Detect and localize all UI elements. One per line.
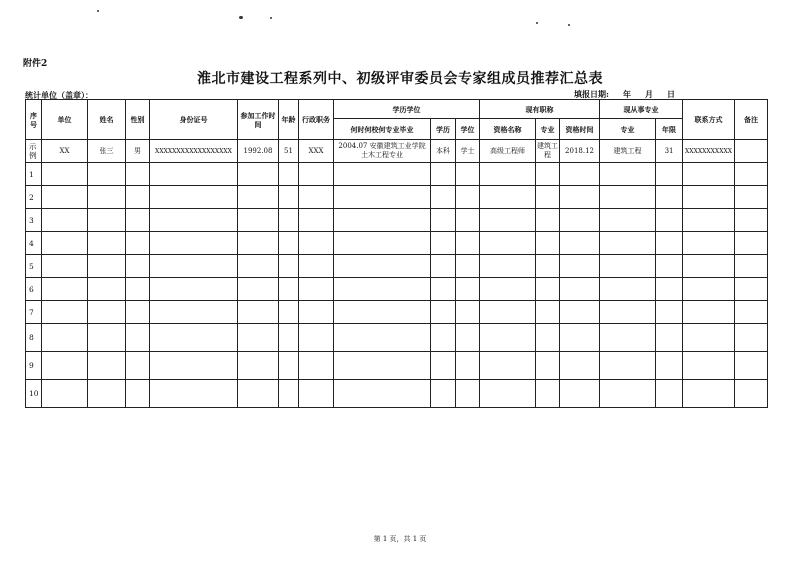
page-footer: 第 1 页，共 1 页	[373, 535, 427, 543]
header-gender: 性别	[126, 100, 150, 140]
empty-cell[interactable]	[735, 186, 768, 209]
empty-cell[interactable]	[683, 278, 735, 301]
empty-cell[interactable]	[42, 255, 88, 278]
empty-cell[interactable]	[735, 380, 768, 408]
empty-cell[interactable]	[735, 163, 768, 186]
empty-cell[interactable]	[88, 209, 126, 232]
empty-cell[interactable]	[683, 352, 735, 380]
empty-cell[interactable]	[279, 278, 299, 301]
empty-cell[interactable]	[683, 209, 735, 232]
empty-cell[interactable]	[456, 232, 480, 255]
empty-cell[interactable]	[150, 186, 238, 209]
empty-cell[interactable]	[683, 255, 735, 278]
empty-cell[interactable]	[656, 278, 683, 301]
empty-cell[interactable]	[238, 186, 279, 209]
empty-cell[interactable]	[88, 324, 126, 352]
header-remark: 备注	[735, 100, 768, 140]
header-title-group: 现有职称	[480, 100, 600, 119]
table-row	[26, 380, 768, 408]
empty-cell[interactable]	[299, 324, 334, 352]
empty-cell[interactable]	[42, 380, 88, 408]
table-row	[26, 352, 768, 380]
empty-cell[interactable]	[150, 255, 238, 278]
header-qualification: 资格名称	[480, 119, 536, 140]
empty-cell[interactable]	[299, 255, 334, 278]
empty-cell[interactable]	[334, 278, 431, 301]
empty-cell[interactable]	[238, 255, 279, 278]
empty-cell[interactable]	[480, 278, 536, 301]
header-admin-post: 行政职务	[299, 100, 334, 140]
empty-cell[interactable]	[126, 255, 150, 278]
empty-cell[interactable]	[656, 232, 683, 255]
header-contact: 联系方式	[683, 100, 735, 140]
example-qualification: 高级工程师	[480, 140, 536, 163]
header-school-major: 何时何校何专业毕业	[334, 119, 431, 140]
empty-cell[interactable]	[238, 324, 279, 352]
unit-seal-label: 统计单位（盖章）：	[25, 90, 93, 100]
empty-cell[interactable]	[480, 380, 536, 408]
empty-cell[interactable]	[456, 301, 480, 324]
empty-cell[interactable]	[456, 209, 480, 232]
empty-cell[interactable]	[150, 232, 238, 255]
empty-cell[interactable]	[600, 186, 656, 209]
empty-cell[interactable]	[600, 209, 656, 232]
empty-cell[interactable]	[42, 209, 88, 232]
empty-cell[interactable]	[279, 352, 299, 380]
empty-cell[interactable]	[431, 301, 456, 324]
example-major: 建筑工程	[536, 140, 560, 163]
empty-cell[interactable]	[560, 186, 600, 209]
empty-cell[interactable]	[238, 278, 279, 301]
scan-speck	[536, 22, 538, 24]
empty-cell[interactable]	[42, 278, 88, 301]
empty-cell[interactable]	[334, 324, 431, 352]
empty-cell[interactable]	[42, 186, 88, 209]
row-seq: 7	[26, 301, 42, 324]
empty-cell[interactable]	[536, 255, 560, 278]
empty-cell[interactable]	[299, 278, 334, 301]
empty-cell[interactable]	[600, 380, 656, 408]
empty-cell[interactable]	[150, 352, 238, 380]
empty-cell[interactable]	[126, 301, 150, 324]
empty-cell[interactable]	[456, 255, 480, 278]
empty-cell[interactable]	[683, 232, 735, 255]
row-seq: 9	[26, 352, 42, 380]
summary-table	[25, 99, 768, 408]
header-unit: 单位	[42, 100, 88, 140]
empty-cell[interactable]	[656, 163, 683, 186]
table-row	[26, 255, 768, 278]
example-education: 本科	[431, 140, 456, 163]
empty-cell[interactable]	[456, 352, 480, 380]
empty-cell[interactable]	[279, 380, 299, 408]
empty-cell[interactable]	[334, 352, 431, 380]
header-current-major: 专业	[600, 119, 656, 140]
empty-cell[interactable]	[88, 232, 126, 255]
header-current-group: 现从事专业	[600, 100, 683, 119]
empty-cell[interactable]	[150, 209, 238, 232]
empty-cell[interactable]	[431, 209, 456, 232]
header-seq: 序号	[26, 100, 42, 140]
empty-cell[interactable]	[334, 209, 431, 232]
empty-cell[interactable]	[334, 301, 431, 324]
empty-cell[interactable]	[279, 186, 299, 209]
row-seq: 10	[26, 380, 42, 408]
scan-speck	[97, 10, 99, 12]
header-id: 身份证号	[150, 100, 238, 140]
empty-cell[interactable]	[600, 232, 656, 255]
empty-cell[interactable]	[88, 163, 126, 186]
example-admin-post: XXX	[299, 140, 334, 163]
empty-cell[interactable]	[150, 324, 238, 352]
empty-cell[interactable]	[480, 186, 536, 209]
row-seq: 2	[26, 186, 42, 209]
header-work-start: 参加工作时间	[238, 100, 279, 140]
empty-cell[interactable]	[560, 301, 600, 324]
empty-cell[interactable]	[299, 209, 334, 232]
empty-cell[interactable]	[88, 352, 126, 380]
example-current-major: 建筑工程	[600, 140, 656, 163]
empty-cell[interactable]	[126, 163, 150, 186]
table-row	[26, 324, 768, 352]
empty-cell[interactable]	[334, 232, 431, 255]
table-row	[26, 186, 768, 209]
empty-cell[interactable]	[88, 278, 126, 301]
header-degree: 学位	[456, 119, 480, 140]
empty-cell[interactable]	[656, 209, 683, 232]
empty-cell[interactable]	[600, 301, 656, 324]
empty-cell[interactable]	[150, 278, 238, 301]
example-unit: XX	[42, 140, 88, 163]
table-row	[26, 301, 768, 324]
empty-cell[interactable]	[126, 380, 150, 408]
fill-date-label: 填报日期:	[574, 89, 609, 99]
scan-speck	[270, 17, 272, 19]
empty-cell[interactable]	[456, 163, 480, 186]
empty-cell[interactable]	[238, 163, 279, 186]
empty-cell[interactable]	[431, 380, 456, 408]
row-seq: 8	[26, 324, 42, 352]
empty-cell[interactable]	[150, 380, 238, 408]
empty-cell[interactable]	[560, 352, 600, 380]
empty-cell[interactable]	[279, 255, 299, 278]
empty-cell[interactable]	[536, 278, 560, 301]
row-seq: 1	[26, 163, 42, 186]
empty-cell[interactable]	[150, 163, 238, 186]
empty-cell[interactable]	[88, 301, 126, 324]
empty-cell[interactable]	[683, 163, 735, 186]
empty-cell[interactable]	[480, 163, 536, 186]
fill-date-day: 日	[666, 89, 675, 99]
empty-cell[interactable]	[42, 232, 88, 255]
empty-cell[interactable]	[88, 380, 126, 408]
empty-cell[interactable]	[656, 324, 683, 352]
empty-cell[interactable]	[683, 324, 735, 352]
empty-cell[interactable]	[279, 163, 299, 186]
example-qual-time: 2018.12	[560, 140, 600, 163]
empty-cell[interactable]	[735, 209, 768, 232]
empty-cell[interactable]	[656, 186, 683, 209]
header-name: 姓名	[88, 100, 126, 140]
empty-cell[interactable]	[456, 380, 480, 408]
empty-cell[interactable]	[600, 352, 656, 380]
empty-cell[interactable]	[299, 186, 334, 209]
empty-cell[interactable]	[683, 186, 735, 209]
empty-cell[interactable]	[279, 324, 299, 352]
empty-cell[interactable]	[560, 163, 600, 186]
empty-cell[interactable]	[279, 301, 299, 324]
example-gender: 男	[126, 140, 150, 163]
header-education-group: 学历学位	[334, 100, 480, 119]
empty-cell[interactable]	[238, 209, 279, 232]
header-major: 专业	[536, 119, 560, 140]
empty-cell[interactable]	[42, 163, 88, 186]
empty-cell[interactable]	[279, 232, 299, 255]
empty-cell[interactable]	[536, 324, 560, 352]
table-row	[26, 278, 768, 301]
empty-cell[interactable]	[42, 324, 88, 352]
table-row	[26, 232, 768, 255]
empty-cell[interactable]	[150, 301, 238, 324]
empty-cell[interactable]	[299, 232, 334, 255]
empty-cell[interactable]	[88, 186, 126, 209]
empty-cell[interactable]	[126, 209, 150, 232]
table-row	[26, 209, 768, 232]
empty-cell[interactable]	[600, 163, 656, 186]
empty-cell[interactable]	[735, 278, 768, 301]
header-years: 年限	[656, 119, 683, 140]
empty-cell[interactable]	[238, 301, 279, 324]
empty-cell[interactable]	[126, 186, 150, 209]
empty-cell[interactable]	[431, 352, 456, 380]
empty-cell[interactable]	[126, 232, 150, 255]
example-id: XXXXXXXXXXXXXXXXXX	[150, 140, 238, 163]
empty-cell[interactable]	[735, 352, 768, 380]
empty-cell[interactable]	[735, 255, 768, 278]
empty-cell[interactable]	[126, 352, 150, 380]
empty-cell[interactable]	[536, 301, 560, 324]
empty-cell[interactable]	[656, 301, 683, 324]
empty-cell[interactable]	[560, 232, 600, 255]
empty-cell[interactable]	[683, 380, 735, 408]
example-remark	[735, 140, 768, 163]
empty-cell[interactable]	[480, 232, 536, 255]
empty-cell[interactable]	[480, 255, 536, 278]
empty-cell[interactable]	[735, 232, 768, 255]
empty-cell[interactable]	[42, 301, 88, 324]
empty-cell[interactable]	[126, 278, 150, 301]
empty-cell[interactable]	[431, 163, 456, 186]
empty-cell[interactable]	[334, 255, 431, 278]
row-seq: 3	[26, 209, 42, 232]
example-degree: 学士	[456, 140, 480, 163]
empty-cell[interactable]	[238, 352, 279, 380]
empty-cell[interactable]	[456, 278, 480, 301]
example-work-start: 1992.08	[238, 140, 279, 163]
empty-cell[interactable]	[42, 352, 88, 380]
empty-cell[interactable]	[299, 352, 334, 380]
empty-cell[interactable]	[600, 324, 656, 352]
empty-cell[interactable]	[126, 324, 150, 352]
empty-cell[interactable]	[456, 324, 480, 352]
empty-cell[interactable]	[299, 380, 334, 408]
example-school-major: 2004.07 安徽建筑工业学院 土木工程专业	[334, 140, 431, 163]
empty-cell[interactable]	[560, 209, 600, 232]
example-name: 张三	[88, 140, 126, 163]
example-contact: XXXXXXXXXXX	[683, 140, 735, 163]
empty-cell[interactable]	[279, 209, 299, 232]
row-seq: 6	[26, 278, 42, 301]
empty-cell[interactable]	[600, 255, 656, 278]
empty-cell[interactable]	[560, 380, 600, 408]
empty-cell[interactable]	[536, 232, 560, 255]
row-seq: 5	[26, 255, 42, 278]
empty-cell[interactable]	[536, 380, 560, 408]
empty-cell[interactable]	[334, 163, 431, 186]
empty-cell[interactable]	[299, 301, 334, 324]
empty-cell[interactable]	[480, 209, 536, 232]
empty-cell[interactable]	[536, 352, 560, 380]
empty-cell[interactable]	[431, 255, 456, 278]
example-seq: 示例	[26, 140, 42, 163]
page-title: 淮北市建设工程系列中、初级评审委员会专家组成员推荐汇总表	[197, 71, 603, 87]
example-years: 31	[656, 140, 683, 163]
fill-date-year: 年	[622, 89, 631, 99]
empty-cell[interactable]	[560, 324, 600, 352]
example-age: 51	[279, 140, 299, 163]
empty-cell[interactable]	[536, 186, 560, 209]
row-seq: 4	[26, 232, 42, 255]
empty-cell[interactable]	[600, 278, 656, 301]
empty-cell[interactable]	[88, 255, 126, 278]
empty-cell[interactable]	[334, 186, 431, 209]
header-row-top	[26, 100, 768, 119]
empty-cell[interactable]	[431, 232, 456, 255]
empty-cell[interactable]	[735, 324, 768, 352]
empty-cell[interactable]	[656, 255, 683, 278]
empty-cell[interactable]	[431, 186, 456, 209]
empty-cell[interactable]	[735, 301, 768, 324]
empty-cell[interactable]	[299, 163, 334, 186]
attachment-label: 附件2	[23, 59, 48, 69]
table-row	[26, 163, 768, 186]
empty-cell[interactable]	[536, 209, 560, 232]
empty-cell[interactable]	[656, 352, 683, 380]
empty-cell[interactable]	[536, 163, 560, 186]
fill-date-month: 月	[644, 89, 653, 99]
empty-cell[interactable]	[480, 352, 536, 380]
empty-cell[interactable]	[334, 380, 431, 408]
scan-speck	[239, 16, 243, 19]
empty-cell[interactable]	[238, 232, 279, 255]
empty-cell[interactable]	[560, 255, 600, 278]
header-age: 年龄	[279, 100, 299, 140]
empty-cell[interactable]	[431, 278, 456, 301]
scan-speck	[568, 24, 570, 26]
empty-cell[interactable]	[560, 278, 600, 301]
empty-cell[interactable]	[238, 380, 279, 408]
empty-cell[interactable]	[431, 324, 456, 352]
header-qual-time: 资格时间	[560, 119, 600, 140]
empty-cell[interactable]	[480, 324, 536, 352]
empty-cell[interactable]	[456, 186, 480, 209]
header-education: 学历	[431, 119, 456, 140]
example-row	[26, 140, 768, 163]
empty-cell[interactable]	[683, 301, 735, 324]
empty-cell[interactable]	[480, 301, 536, 324]
empty-cell[interactable]	[656, 380, 683, 408]
